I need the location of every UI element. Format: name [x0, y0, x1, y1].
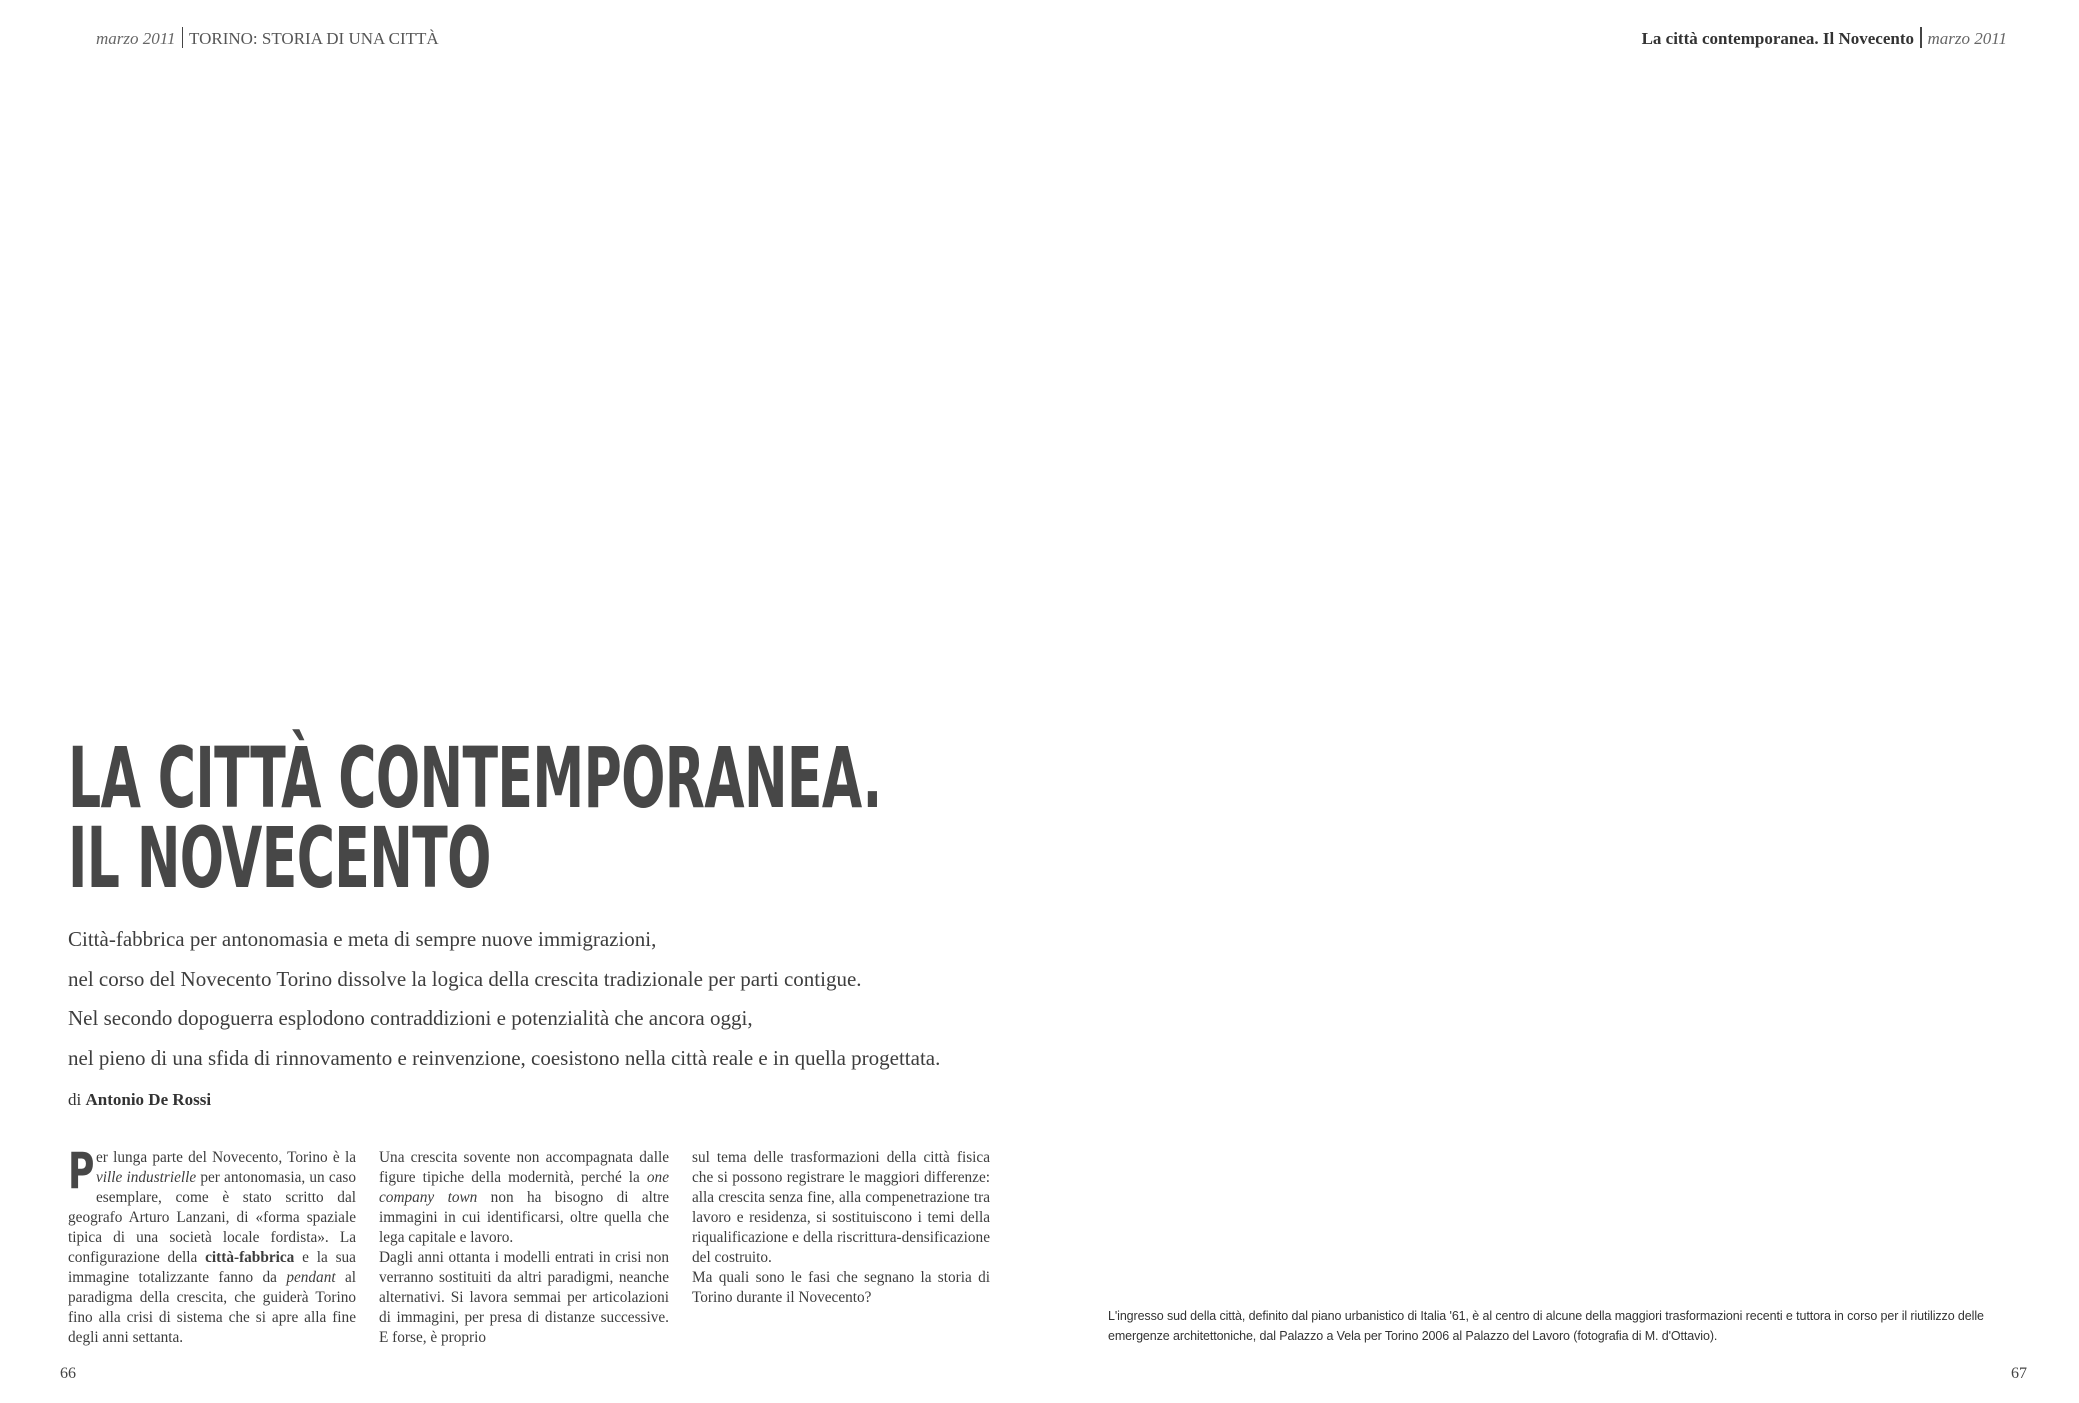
body-paragraph — [379, 1148, 669, 1248]
header-divider — [182, 27, 184, 48]
body-paragraph: Ma quali sono le fasi che segnano la storia di Torino durante il Novecento? — [692, 1269, 990, 1306]
article-title — [68, 729, 882, 907]
lead-line-4: nel pieno di una sfida di rinnovamento e reinvenzione, coesistono nella città reale e in quella progettata. — [68, 1045, 941, 1070]
body-text: non ha bisogno di altre immagini in cui identificarsi, oltre quella che lega capitale e lavoro. — [379, 1189, 669, 1246]
byline — [68, 1090, 211, 1110]
lead-paragraph — [68, 920, 1068, 1078]
body-text: e la sua immagine totalizzante fanno da — [68, 1249, 356, 1286]
photo-caption: L'ingresso sud della città, definito dal piano urbanistico di Italia '61, è al centro di alcune della maggiori trasformazioni recenti e tuttora in corso per il riutilizzo delle emergenze architettoniche, dal Palazzo a Vela per Torino 2006 al Palazzo del Lavoro (fotografia di M. d'Ottavio). — [1108, 1309, 1984, 1343]
drop-cap: P — [68, 1142, 95, 1200]
lead-line-2: nel corso del Novecento Torino dissolve la logica della crescita tradizionale per parti contigue. — [68, 966, 862, 991]
article-title-line-2: IL NOVECENTO — [68, 809, 491, 907]
header-date-right: marzo 2011 — [1927, 29, 2007, 48]
header-date-left: marzo 2011 — [96, 29, 176, 48]
body-text-italic: one company town — [379, 1169, 669, 1206]
body-paragraph: Dagli anni ottanta i modelli entrati in crisi non verranno sostituiti da altri paradigmi, neanche alternativi. Si lavora semmai per articolazioni di immagini, per presa di distanze successive. E forse, è proprio — [379, 1249, 669, 1346]
body-column-2 — [379, 1148, 669, 1348]
lead-line-3: Nel secondo dopoguerra esplodono contraddizioni e potenzialità che ancora oggi, — [68, 1006, 753, 1030]
body-column-1 — [68, 1142, 356, 1348]
body-text: er lunga parte del Novecento, Torino è la — [96, 1149, 356, 1166]
body-text-italic: pendant — [286, 1269, 336, 1286]
lead-line-1: Città-fabbrica per antonomasia e meta di sempre nuove immigrazioni, — [68, 927, 657, 951]
page-number-right: 67 — [2011, 1365, 2027, 1382]
body-text: al paradigma della crescita, che guiderà Torino fino alla crisi di sistema che si apre alla fine degli anni settanta. — [68, 1269, 356, 1346]
running-header-left — [96, 27, 439, 49]
header-title-right: La città contemporanea. Il Novecento — [1641, 29, 1914, 48]
byline-prefix: di — [68, 1090, 82, 1109]
running-header-right — [1642, 27, 2007, 49]
byline-author: Antonio De Rossi — [85, 1090, 212, 1109]
body-text-italic: ville industrielle — [96, 1169, 197, 1186]
body-column-3 — [692, 1148, 990, 1308]
header-divider — [1920, 27, 1922, 48]
body-text: Una crescita sovente non accompagnata dalle figure tipiche della modernità, perché la — [379, 1149, 669, 1186]
body-paragraph — [68, 1142, 356, 1348]
body-paragraph: sul tema delle trasformazioni della città fisica che si possono registrare le maggiori differenze: alla crescita senza fine, alla compenetrazione tra lavoro e residenza, si sostituiscono i temi della riqualificazione e della riscrittura-densificazione del costruito. — [692, 1149, 990, 1266]
body-text-bold: città-fabbrica — [205, 1249, 295, 1266]
page-number-left: 66 — [60, 1365, 76, 1382]
header-title-left: TORINO: STORIA DI UNA CITTÀ — [189, 29, 439, 48]
body-text: per antonomasia, un caso esemplare, come è stato scritto dal geografo Arturo Lanzani, di «forma spaziale tipica di una società locale fordista». La configurazione della — [68, 1169, 356, 1266]
article-title-line-1: LA CITTÀ CONTEMPORANEA. — [68, 729, 882, 827]
